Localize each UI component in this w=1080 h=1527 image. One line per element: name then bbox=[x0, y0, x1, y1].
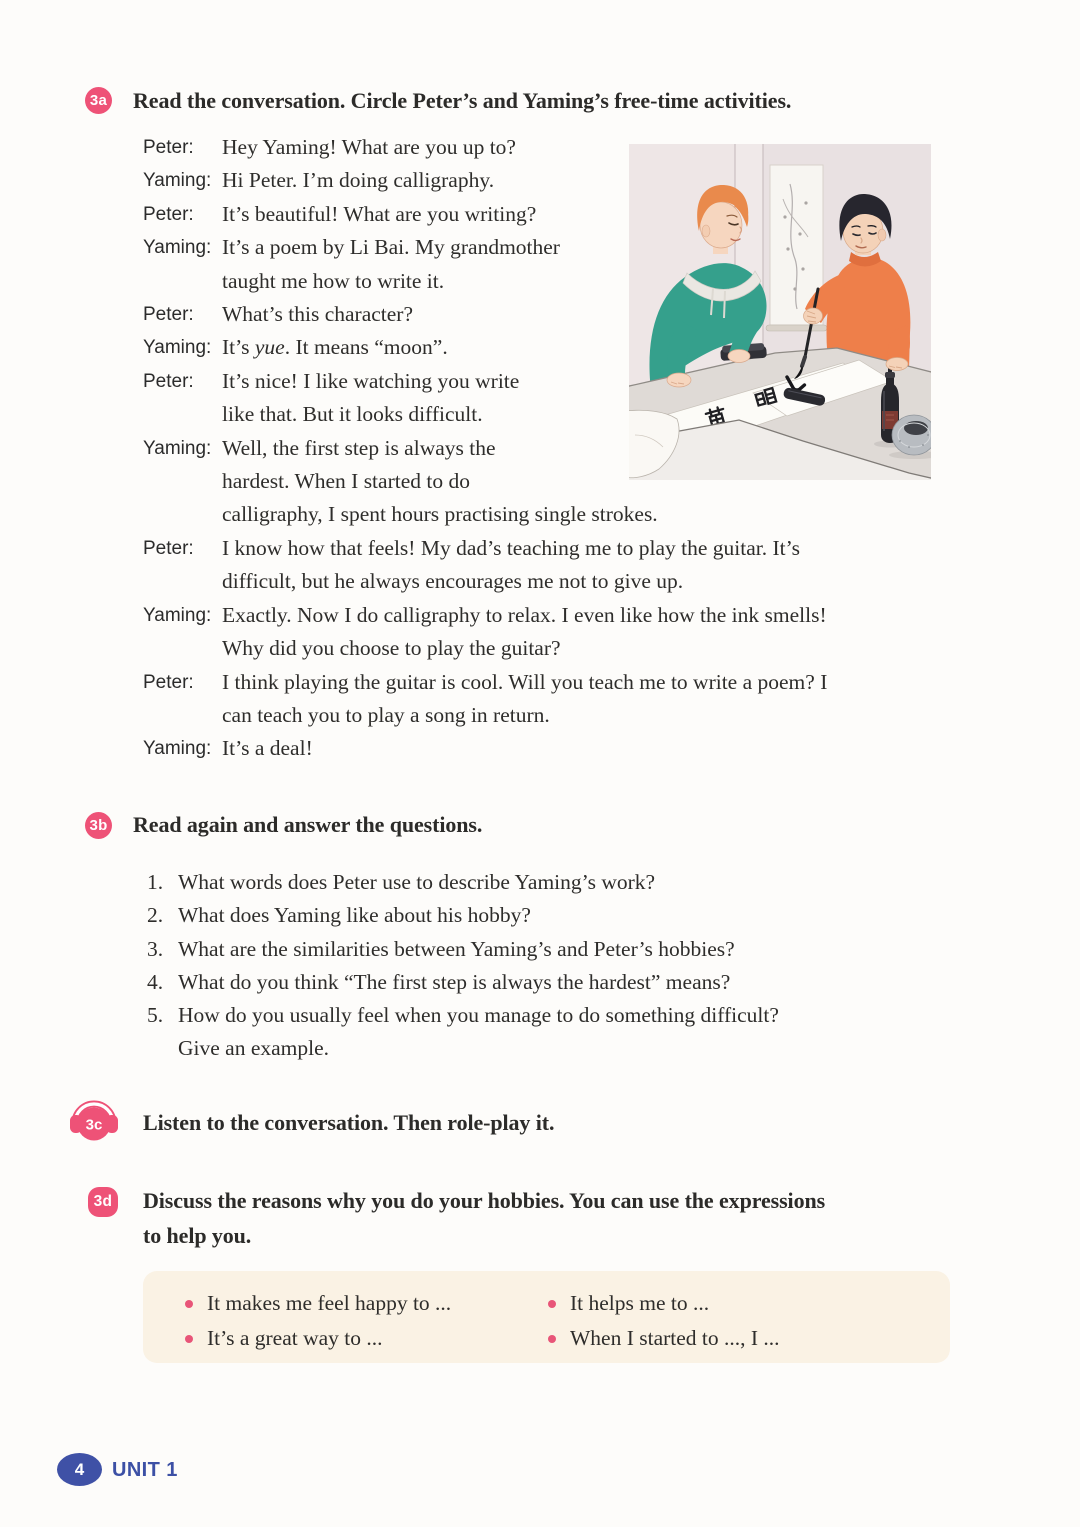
badge-3c-label: 3c bbox=[85, 1116, 103, 1134]
dialogue-text: like that. But it looks difficult. bbox=[222, 402, 483, 427]
unit-label: UNIT 1 bbox=[112, 1459, 178, 1481]
dialogue-text-italic: yue bbox=[254, 335, 285, 360]
dialogue-text: I know how that feels! My dad’s teaching me to play the guitar. It’s bbox=[222, 535, 800, 560]
activity-3d-heading bbox=[143, 1184, 825, 1253]
dialogue-text-pre: It’s bbox=[222, 335, 255, 360]
speaker-label bbox=[143, 632, 222, 665]
calligraphy-scene bbox=[625, 139, 935, 485]
dialogue-line bbox=[143, 565, 827, 598]
question-text-line1: How do you usually feel when you manage to do something difficult? bbox=[178, 1003, 779, 1028]
speaker-label: Yaming: bbox=[143, 237, 212, 259]
bullet-icon bbox=[185, 1335, 193, 1343]
speaker-label: Yaming: bbox=[143, 738, 212, 760]
expressions-box bbox=[143, 1271, 950, 1363]
dialogue-text bbox=[222, 331, 448, 364]
dialogue-text: difficult, but he always encourages me not to give up. bbox=[222, 569, 684, 594]
activity-badge-3b: 3b bbox=[85, 812, 112, 839]
expression-text: When I started to ..., I ... bbox=[570, 1326, 780, 1350]
speaker-label bbox=[143, 565, 222, 598]
dialogue-line bbox=[143, 699, 827, 732]
speaker-label: Yaming: bbox=[143, 170, 212, 192]
activity-badge-3a: 3a bbox=[85, 87, 112, 114]
dialogue-text: It’s nice! I like watching you write bbox=[222, 368, 520, 393]
question-number: 3. bbox=[147, 936, 164, 961]
dialogue-text: can teach you to play a song in return. bbox=[222, 702, 550, 727]
question-text: What does Yaming like about his hobby? bbox=[178, 903, 531, 928]
speaker-label bbox=[143, 265, 222, 298]
dialogue-text-post: . It means “moon”. bbox=[284, 335, 448, 360]
bullet-icon bbox=[185, 1300, 193, 1308]
dialogue-line bbox=[143, 532, 827, 565]
question-text: What do you think “The first step is always the hardest” means? bbox=[178, 969, 731, 994]
activity-3c-heading: Listen to the conversation. Then role-play it. bbox=[143, 1110, 555, 1135]
dialogue-text: Hey Yaming! What are you up to? bbox=[222, 135, 516, 159]
question-text-line2: Give an example. bbox=[178, 1036, 330, 1061]
speaker-label: Peter: bbox=[143, 537, 194, 559]
question-item bbox=[147, 899, 779, 932]
page-number-badge: 4 bbox=[57, 1453, 102, 1486]
question-item bbox=[147, 866, 779, 899]
dialogue-text: Hi Peter. I’m doing calligraphy. bbox=[222, 168, 495, 193]
speaker-label: Peter: bbox=[143, 304, 194, 326]
expression-item bbox=[548, 1321, 950, 1356]
dialogue-text: It’s a poem by Li Bai. My grandmother bbox=[222, 235, 560, 260]
speaker-label bbox=[143, 465, 222, 498]
dialogue-text: hardest. When I started to do bbox=[222, 469, 470, 494]
expression-item bbox=[548, 1286, 950, 1321]
dialogue-text: It’s beautiful! What are you writing? bbox=[222, 201, 537, 226]
calligraphy-illustration bbox=[625, 139, 935, 485]
dialogue-line bbox=[143, 732, 827, 765]
dialogue-text: taught me how to write it. bbox=[222, 268, 445, 293]
question-text: What words does Peter use to describe Yaming’s work? bbox=[178, 870, 656, 894]
question-number: 1. bbox=[147, 870, 164, 894]
question-number: 2. bbox=[147, 903, 164, 928]
dialogue-text: calligraphy, I spent hours practising single strokes. bbox=[222, 502, 658, 527]
dialogue-line bbox=[143, 498, 827, 531]
activity-3a-heading: Read the conversation. Circle Peter’s and Yaming’s free-time activities. bbox=[133, 88, 792, 113]
question-number: 4. bbox=[147, 969, 164, 994]
question-number: 5. bbox=[147, 1003, 164, 1028]
dialogue-text: Why did you choose to play the guitar? bbox=[222, 636, 561, 661]
dialogue-line bbox=[143, 632, 827, 665]
question-text: What are the similarities between Yaming’s and Peter’s hobbies? bbox=[178, 936, 735, 961]
speaker-label: Yaming: bbox=[143, 437, 212, 459]
question-item bbox=[147, 966, 779, 999]
speaker-label: Peter: bbox=[143, 137, 194, 158]
dialogue-line bbox=[143, 666, 827, 699]
expression-text: It helps me to ... bbox=[570, 1291, 710, 1315]
speaker-label bbox=[143, 398, 222, 431]
speaker-label bbox=[143, 699, 222, 732]
bullet-icon bbox=[548, 1335, 556, 1343]
activity-badge-3d: 3d bbox=[88, 1187, 118, 1217]
expression-item bbox=[185, 1321, 548, 1356]
dialogue-text: It’s a deal! bbox=[222, 736, 313, 761]
bullet-icon bbox=[548, 1300, 556, 1308]
activity-3d-heading-line2: to help you. bbox=[143, 1222, 252, 1248]
question-item bbox=[147, 933, 779, 966]
headphones-icon bbox=[70, 1089, 118, 1143]
dialogue-text: I think playing the guitar is cool. Will you teach me to write a poem? I bbox=[222, 669, 828, 694]
dialogue-text: What’s this character? bbox=[222, 302, 414, 327]
dialogue-text: Exactly. Now I do calligraphy to relax. I even like how the ink smells! bbox=[222, 602, 827, 627]
speaker-label bbox=[143, 498, 222, 531]
activity-3b-heading: Read again and answer the questions. bbox=[133, 812, 483, 837]
expression-text: It’s a great way to ... bbox=[207, 1326, 383, 1350]
activity-3d-heading-line1: Discuss the reasons why you do your hobbies. You can use the expressions bbox=[143, 1188, 826, 1213]
speaker-label: Peter: bbox=[143, 370, 194, 392]
expression-item bbox=[185, 1286, 548, 1321]
speaker-label: Yaming: bbox=[143, 337, 212, 359]
expression-text: It makes me feel happy to ... bbox=[207, 1291, 452, 1315]
dialogue-line bbox=[143, 599, 827, 632]
speaker-label: Yaming: bbox=[143, 604, 212, 626]
question-text bbox=[178, 999, 779, 1066]
speaker-label: Peter: bbox=[143, 203, 194, 225]
question-item bbox=[147, 999, 779, 1066]
dialogue-text: Well, the first step is always the bbox=[222, 435, 496, 460]
activity-badge-3c bbox=[70, 1089, 118, 1148]
speaker-label: Peter: bbox=[143, 671, 194, 693]
question-list bbox=[147, 866, 779, 1066]
